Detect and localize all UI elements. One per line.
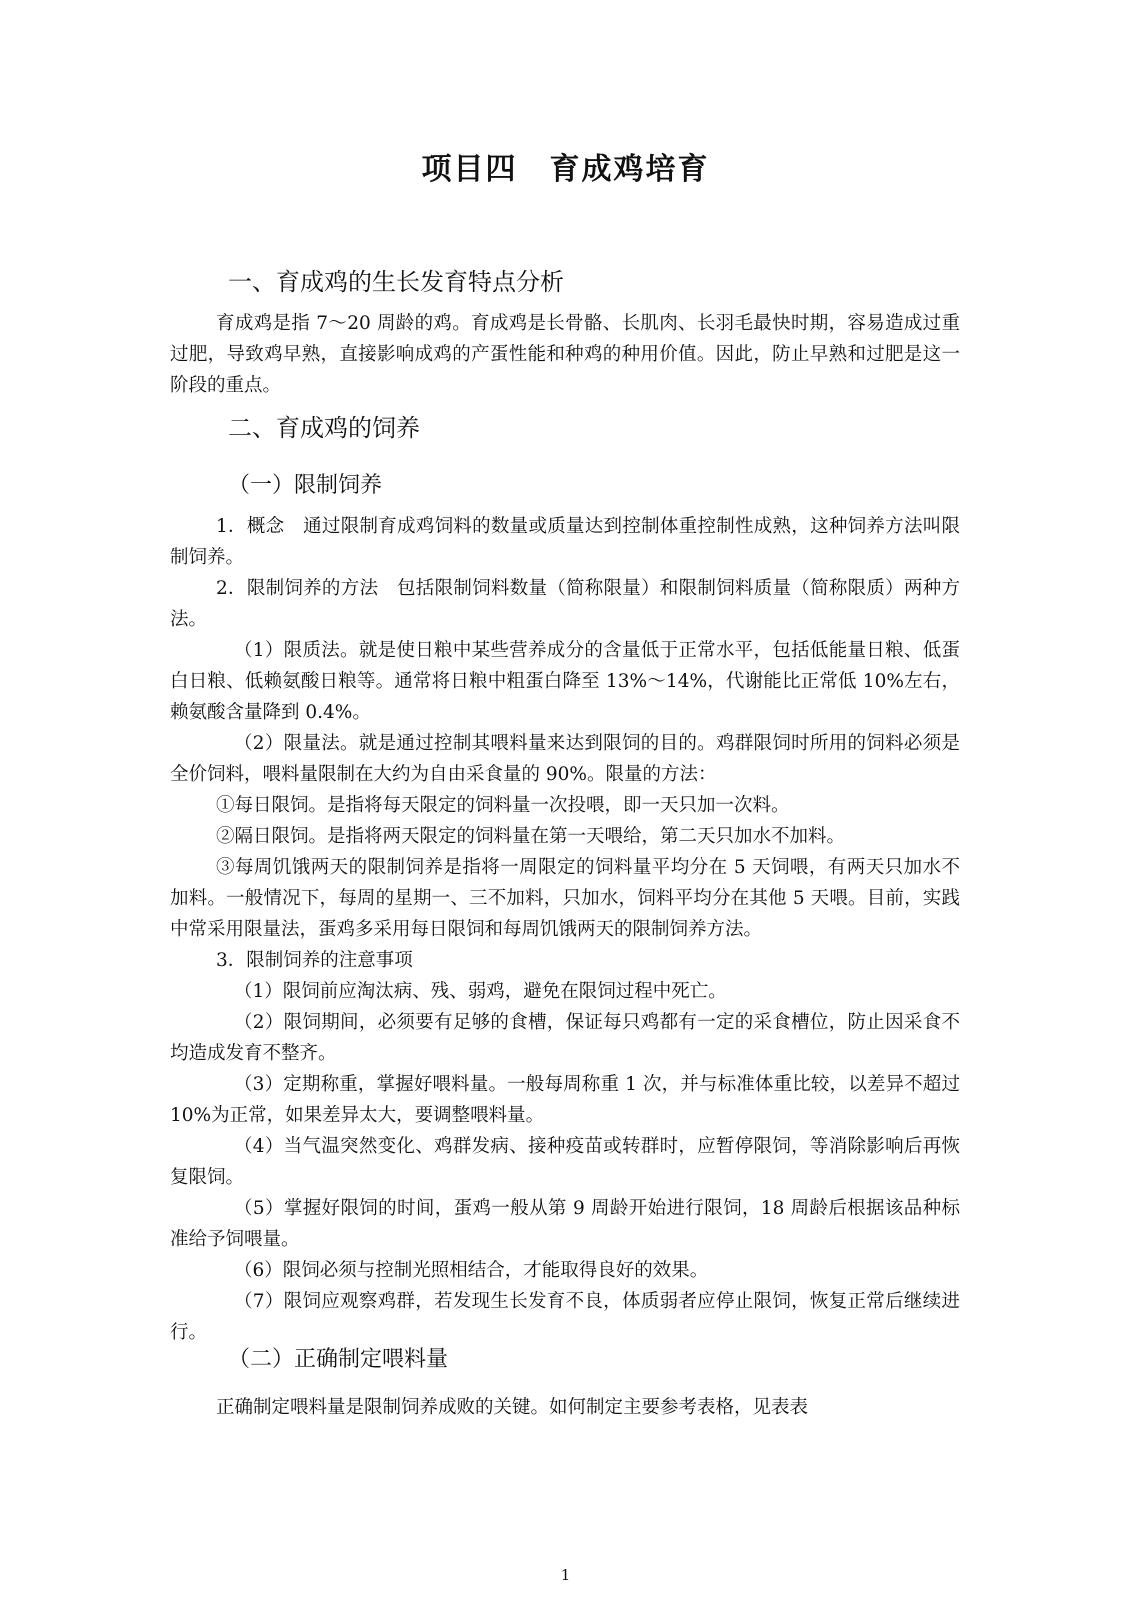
subsection-heading-2: （二）正确制定喂料量 [228, 1347, 449, 1372]
paragraph: （3）定期称重，掌握好喂料量。一般每周称重 1 次，并与标准体重比较，以差异不超过 10%为正常，如果差异太大，要调整喂料量。 [170, 1074, 960, 1126]
section-1-body [170, 308, 960, 401]
paragraph: （4）当气温突然变化、鸡群发病、接种疫苗或转群时，应暂停限饲，等消除影响后再恢复限饲。 [170, 1136, 960, 1188]
paragraph: ①每日限饲。是指将每天限定的饲料量一次投喂，即一天只加一次料。 [216, 795, 790, 816]
paragraph: （2）限饲期间，必须要有足够的食槽，保证每只鸡都有一定的采食槽位，防止因采食不均造成发育不整齐。 [170, 1012, 960, 1064]
paragraph: ③每周饥饿两天的限制饲养是指将一周限定的饲料量平均分在 5 天饲喂，有两天只加水不加料。一般情况下，每周的星期一、三不加料，只加水，饲料平均分在其他 5 天喂。目前，实践中常采用限量法，蛋鸡多采用每日限饲和每周饥饿两天的限制饲养方法。 [170, 857, 960, 940]
page-number: 1 [560, 1566, 571, 1584]
paragraph: 2．限制饲养的方法 包括限制饲料数量（简称限量）和限制饲料质量（简称限质）两种方法。 [170, 578, 960, 630]
paragraph: 3．限制饲养的注意事项 [216, 950, 413, 971]
section-heading-2: 二、育成鸡的饲养 [228, 414, 420, 442]
paragraph: （1）限饲前应淘汰病、残、弱鸡，避免在限饲过程中死亡。 [234, 981, 727, 1002]
section-heading-1: 一、育成鸡的生长发育特点分析 [228, 268, 564, 296]
paragraph: 育成鸡是指 7～20 周龄的鸡。育成鸡是长骨骼、长肌肉、长羽毛最快时期，容易造成过重过肥，导致鸡早熟，直接影响成鸡的产蛋性能和种鸡的种用价值。因此，防止早熟和过肥是这一阶段的重点。 [170, 313, 960, 396]
paragraph: 1．概念 通过限制育成鸡饲料的数量或质量达到控制体重控制性成熟，这种饲养方法叫限制饲养。 [170, 516, 960, 568]
paragraph: （7）限饲应观察鸡群，若发现生长发育不良，体质弱者应停止限饲，恢复正常后继续进行。 [170, 1291, 960, 1343]
subsection-heading-1: （一）限制饲养 [228, 473, 383, 498]
subsection-1-body [170, 511, 960, 1348]
paragraph: （5）掌握好限饲的时间，蛋鸡一般从第 9 周龄开始进行限饲，18 周龄后根据该品种标准给予饲喂量。 [170, 1198, 960, 1250]
paragraph: ②隔日限饲。是指将两天限定的饲料量在第一天喂给，第二天只加水不加料。 [216, 826, 846, 847]
paragraph: 正确制定喂料量是限制饲养成败的关键。如何制定主要参考表格，见表表 [216, 1397, 809, 1418]
paragraph: （1）限质法。就是使日粮中某些营养成分的含量低于正常水平，包括低能量日粮、低蛋白日粮、低赖氨酸日粮等。通常将日粮中粗蛋白降至 13%～14%，代谢能比正常低 10%左右，赖氨酸含量降到 0.4%。 [170, 640, 960, 723]
page-title: 项目四 育成鸡培育 [421, 152, 710, 187]
paragraph: （6）限饲必须与控制光照相结合，才能取得良好的效果。 [234, 1260, 709, 1281]
paragraph: （2）限量法。就是通过控制其喂料量来达到限饲的目的。鸡群限饲时所用的饲料必须是全价饲料，喂料量限制在大约为自由采食量的 90%。限量的方法： [170, 733, 960, 785]
subsection-2-body [170, 1392, 960, 1423]
